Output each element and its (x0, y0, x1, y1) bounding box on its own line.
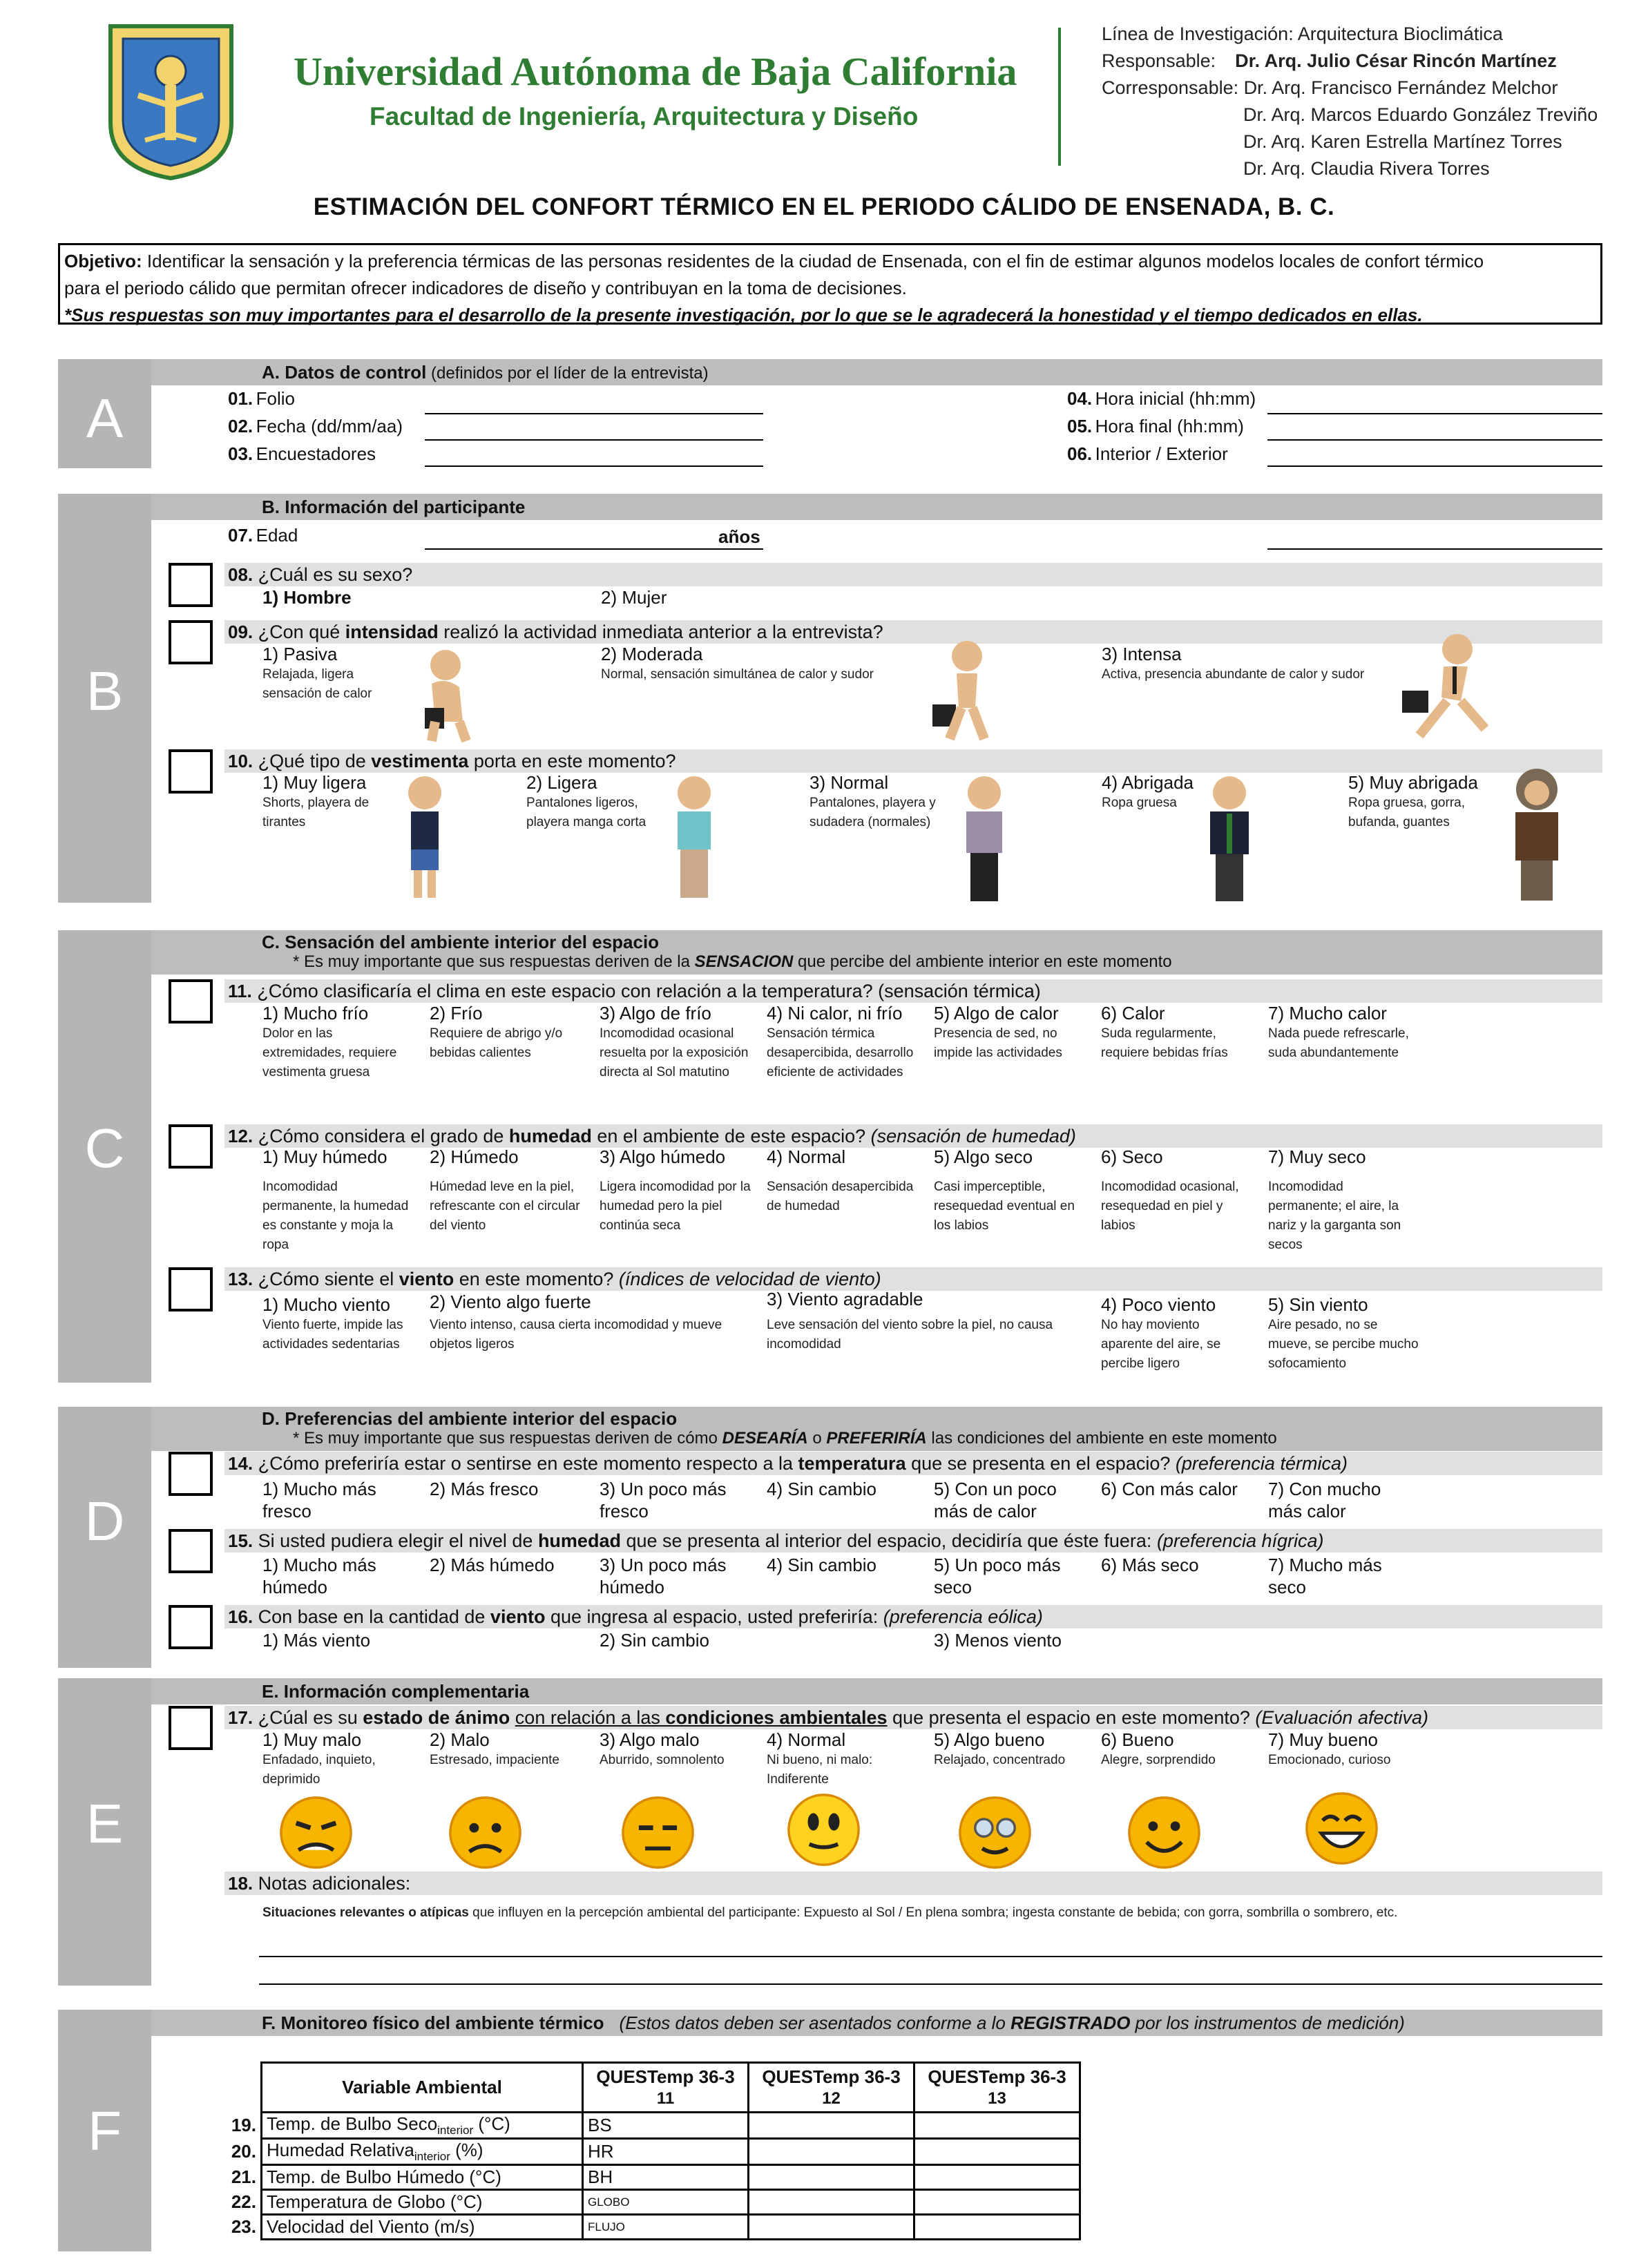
header-divider (1058, 28, 1061, 166)
age-input[interactable] (425, 548, 763, 550)
q17-checkbox[interactable] (169, 1706, 213, 1750)
laughing-face-icon (1302, 1789, 1381, 1872)
q15-bar: 15. Si usted pudiera elegir el nivel de humedad que se presenta al interior del espacio, decidiría que éste fuera: (preferencia hígrica) (224, 1529, 1602, 1553)
cell-input[interactable]: HR (583, 2139, 749, 2165)
q11-option-6[interactable]: 6) Calor Suda regularmente, requiere bebidas frías (1101, 1003, 1228, 1060)
q10-bar: 10. ¿Qué tipo de vestimenta porta en este momento? (224, 749, 1602, 773)
table-header-row (211, 2063, 1080, 2113)
table-row: 22. Temperatura de Globo (°C) GLOBO (211, 2190, 1080, 2215)
q10-option-1[interactable]: 1) Muy ligera Shorts, playera de tirantes (262, 772, 370, 829)
cell-input[interactable] (749, 2190, 914, 2215)
q15-option-7[interactable]: 7) Mucho más seco (1268, 1555, 1382, 1597)
section-a-header: A. Datos de control (definidos por el líder de la entrevista) (151, 359, 1602, 385)
section-a-sidebar: A (58, 359, 151, 468)
section-e-sidebar: E (58, 1678, 151, 1986)
q10-option-5[interactable]: 5) Muy abrigada Ropa gruesa, gorra, bufanda, guantes (1348, 772, 1478, 829)
q14-option-4[interactable]: 4) Sin cambio (767, 1479, 876, 1499)
q09-option-2[interactable]: 2) Moderada Normal, sensación simultánea de calor y sudor (601, 644, 874, 682)
q14-option-3[interactable]: 3) Un poco más fresco (600, 1479, 727, 1521)
row-label: Temp. de Bulbo Seco$_{interior}$ (°C) (262, 2113, 583, 2139)
row-label: Humedad Relativa$_{interior}$ (%) (262, 2139, 583, 2165)
q11-option-1[interactable]: 1) Mucho frío Dolor en las extremidades, requiere vestimenta gruesa (262, 1003, 397, 1079)
q17-option-1[interactable]: 1) Muy malo Enfadado, inquieto, deprimido (262, 1729, 376, 1787)
q08-checkbox[interactable] (169, 563, 213, 607)
walking-person-icon (919, 639, 1002, 746)
q11-option-4[interactable]: 4) Ni calor, ni frío Sensación térmica desapercibida, desarrollo eficiente de actividades (767, 1003, 914, 1079)
q09-option-3[interactable]: 3) Intensa Activa, presencia abundante de calor y sudor (1102, 644, 1365, 682)
q16-checkbox[interactable] (169, 1605, 213, 1649)
col-header-12: QUESTemp 36-3 12 (749, 2063, 914, 2113)
q09-bar: 09. ¿Con qué intensidad realizó la actividad inmediata anterior a la entrevista? (224, 620, 1602, 644)
q14-option-5[interactable]: 5) Con un poco más de calor (934, 1479, 1057, 1521)
q15-option-3[interactable]: 3) Un poco más húmedo (600, 1555, 727, 1597)
q14-option-6[interactable]: 6) Con más calor (1101, 1479, 1238, 1499)
q12-option-3[interactable]: 3) Algo húmedo Ligera incomodidad por la humedad pero la piel continúa seca (600, 1146, 751, 1233)
faculty-name: Facultad de Ingeniería, Arquitectura y Diseño (370, 102, 919, 131)
section-f-header: F. Monitoreo físico del ambiente térmico (Estos datos deben ser asentados conforme a lo REGISTRADO por los instrumentos de medición) (151, 2010, 1602, 2036)
q10-option-2[interactable]: 2) Ligera Pantalones ligeros, playera manga corta (526, 772, 646, 829)
row-label: Temperatura de Globo (°C) (262, 2190, 583, 2215)
row-label: Temp. de Bulbo Húmedo (°C) (262, 2165, 583, 2190)
section-d-sidebar: D (58, 1407, 151, 1668)
q08-bar: 08. ¿Cuál es su sexo? (224, 563, 1602, 586)
q11-bar: 11. ¿Cómo clasificaría el clima en este espacio con relación a la temperatura? (sensación térmica) (224, 979, 1602, 1003)
row-label: Velocidad del Viento (m/s) (262, 2215, 583, 2240)
section-c-sidebar: C (58, 930, 151, 1383)
q09-checkbox[interactable] (169, 620, 213, 664)
q13-option-5[interactable]: 5) Sin viento Aire pesado, no se mueve, se percibe mucho sofocamiento (1268, 1294, 1419, 1371)
q11-option-5[interactable]: 5) Algo de calor Presencia de sed, no impide las actividades (934, 1003, 1062, 1060)
field-end-time: 05. Hora final (hh:mm) (1067, 416, 1244, 436)
table-row: 19. Temp. de Bulbo Seco$_{interior}$ (°C) BS (211, 2113, 1080, 2139)
cell-input[interactable] (749, 2113, 914, 2139)
notes-line-2[interactable] (259, 1983, 1602, 1985)
q18-bar: 18. Notas adicionales: (224, 1872, 1602, 1895)
jacket-person-icon (1202, 773, 1257, 908)
q14-checkbox[interactable] (169, 1452, 213, 1496)
col-header-11: QUESTemp 36-3 11 (583, 2063, 749, 2113)
q15-option-2[interactable]: 2) Más húmedo (430, 1555, 555, 1575)
cell-input[interactable] (749, 2165, 914, 2190)
surveyors-input[interactable] (425, 465, 763, 467)
winter-coat-person-icon (1506, 765, 1568, 907)
section-e-header: E. Información complementaria (151, 1678, 1602, 1704)
end-time-input[interactable] (1267, 439, 1602, 441)
section-c-header: C. Sensación del ambiente interior del espacio * Es muy importante que sus respuestas deriven de la SENSACION que percibe del ambiente interior en este momento (151, 930, 1602, 974)
q15-option-5[interactable]: 5) Un poco más seco (934, 1555, 1061, 1597)
cell-input[interactable]: GLOBO (583, 2190, 749, 2215)
q15-checkbox[interactable] (169, 1529, 213, 1573)
field-interior-exterior: 06. Interior / Exterior (1067, 443, 1228, 464)
bored-face-icon (618, 1793, 698, 1876)
tshirt-person-icon (667, 773, 722, 908)
q14-option-1[interactable]: 1) Mucho más fresco (262, 1479, 376, 1521)
q12-option-6[interactable]: 6) Seco Incomodidad ocasional, resequedad en piel y labios (1101, 1146, 1239, 1233)
q13-checkbox[interactable] (169, 1267, 213, 1311)
q17-option-4[interactable]: 4) Normal Ni bueno, ni malo: Indiferente (767, 1729, 873, 1787)
q12-bar: 12. ¿Cómo considera el grado de humedad en el ambiente de este espacio? (sensación de humedad) (224, 1124, 1602, 1148)
q16-option-3[interactable]: 3) Menos viento (934, 1630, 1062, 1651)
responsible-name: Dr. Arq. Julio César Rincón Martínez (1235, 50, 1557, 71)
page-title: ESTIMACIÓN DEL CONFORT TÉRMICO EN EL PERIODO CÁLIDO DE ENSENADA, B. C. (313, 193, 1335, 220)
q11-option-3[interactable]: 3) Algo de frío Incomodidad ocasional resuelta por la exposición directa al Sol matutino (600, 1003, 749, 1079)
cell-input[interactable] (914, 2190, 1080, 2215)
q10-option-4[interactable]: 4) Abrigada Ropa gruesa (1102, 772, 1194, 810)
table-row: 23. Velocidad del Viento (m/s) FLUJO (211, 2215, 1080, 2240)
q11-checkbox[interactable] (169, 979, 213, 1024)
section-f-sidebar: F (58, 2010, 151, 2251)
q13-option-2[interactable]: 2) Viento algo fuerte Viento intenso, causa cierta incomodidad y mueve objetos ligeros (430, 1291, 722, 1352)
q14-option-7[interactable]: 7) Con mucho más calor (1268, 1479, 1381, 1521)
angry-face-icon (276, 1793, 356, 1876)
corresp-4: Dr. Arq. Claudia Rivera Torres (1243, 158, 1490, 179)
q07-age: 07. Edad (228, 525, 298, 546)
q12-checkbox[interactable] (169, 1124, 213, 1169)
q12-option-5[interactable]: 5) Algo seco Casi imperceptible, resequedad eventual en los labios (934, 1146, 1075, 1233)
q15-option-1[interactable]: 1) Mucho más húmedo (262, 1555, 376, 1597)
cell-input[interactable] (914, 2165, 1080, 2190)
cell-input[interactable]: FLUJO (583, 2215, 749, 2240)
q08-option-2[interactable]: 2) Mujer (601, 587, 667, 608)
hoodie-person-icon (957, 773, 1012, 908)
notes-line-1[interactable] (259, 1956, 1602, 1957)
age-unit: años (718, 526, 760, 547)
cell-input[interactable]: BS (583, 2113, 749, 2139)
q14-bar: 14. ¿Cómo preferiría estar o sentirse en este momento respecto a la temperatura que se presenta en el espacio? (preferencia térmica) (224, 1452, 1602, 1475)
corresp-row: Corresponsable: Dr. Arq. Francisco Fernández Melchor (1102, 77, 1558, 98)
q17-option-5[interactable]: 5) Algo bueno Relajado, concentrado (934, 1729, 1066, 1767)
university-seal (104, 19, 238, 182)
q13-bar: 13. ¿Cómo siente el viento en este momento? (índices de velocidad de viento) (224, 1267, 1602, 1291)
sitting-person-icon (404, 646, 487, 746)
q18-note: Situaciones relevantes o atípicas que influyen en la percepción ambiental del participante: Expuesto al Sol / En plena sombra; ingesta constante de bebida; con gorra, sombrilla o sombrero, etc. (262, 1905, 1398, 1920)
field-date: 02. Fecha (dd/mm/aa) (228, 416, 403, 436)
interior-exterior-input[interactable] (1267, 465, 1602, 467)
q17-bar: 17. ¿Cúal es su estado de ánimo con relación a las condiciones ambientales que presenta el espacio en este momento? (Evaluación afectiva) (224, 1706, 1602, 1729)
tank-top-person-icon (397, 773, 452, 908)
col-header-13: QUESTemp 36-3 13 (914, 2063, 1080, 2113)
section-b-header: B. Información del participante (151, 494, 1602, 520)
q15-option-6[interactable]: 6) Más seco (1101, 1555, 1199, 1575)
q12-option-2[interactable]: 2) Húmedo Húmedad leve en la piel, refrescante con el circular del viento (430, 1146, 580, 1233)
q12-option-1[interactable]: 1) Muy húmedo Incomodidad permanente, la humedad es constante y moja la ropa (262, 1146, 409, 1252)
field-folio: 01. Folio (228, 388, 295, 409)
q10-checkbox[interactable] (169, 749, 213, 794)
table-row: 21. Temp. de Bulbo Húmedo (°C) BH (211, 2165, 1080, 2190)
q15-option-4[interactable]: 4) Sin cambio (767, 1555, 876, 1575)
folio-input[interactable] (425, 413, 763, 414)
q13-option-1[interactable]: 1) Mucho viento Viento fuerte, impide las actividades sedentarias (262, 1294, 403, 1352)
cell-input[interactable]: BH (583, 2165, 749, 2190)
q16-option-2[interactable]: 2) Sin cambio (600, 1630, 709, 1651)
q17-option-2[interactable]: 2) Malo Estresado, impaciente (430, 1729, 559, 1767)
smiling-face-icon (1124, 1793, 1204, 1876)
q09-option-1[interactable]: 1) Pasiva Relajada, ligera sensación de calor (262, 644, 372, 701)
cell-input[interactable] (749, 2139, 914, 2165)
q13-option-4[interactable]: 4) Poco viento No hay moviento aparente del aire, se percibe ligero (1101, 1294, 1221, 1371)
start-time-input[interactable] (1267, 413, 1602, 414)
university-name: Universidad Autónoma de Baja California (294, 49, 1017, 94)
research-line: Línea de Investigación: Arquitectura Bioclimática (1102, 23, 1503, 44)
monitoring-table-wrap (211, 2062, 1081, 2240)
q13-option-3[interactable]: 3) Viento agradable Leve sensación del viento sobre la piel, no causa incomodidad (767, 1289, 1053, 1352)
cell-input[interactable] (914, 2113, 1080, 2139)
neutral-face-icon (784, 1790, 863, 1873)
corresp-3: Dr. Arq. Karen Estrella Martínez Torres (1243, 131, 1562, 152)
q17-option-7[interactable]: 7) Muy bueno Emocionado, curioso (1268, 1729, 1391, 1767)
age-extra-line[interactable] (1267, 548, 1602, 550)
section-b-sidebar: B (58, 494, 151, 903)
field-surveyors: 03. Encuestadores (228, 443, 376, 464)
cell-input[interactable] (914, 2139, 1080, 2165)
q08-option-1[interactable]: 1) Hombre (262, 587, 352, 608)
q11-option-7[interactable]: 7) Mucho calor Nada puede refrescarle, suda abundantemente (1268, 1003, 1409, 1060)
q16-bar: 16. Con base en la cantidad de viento que ingresa al espacio, usted preferiría: (preferencia eólica) (224, 1605, 1602, 1628)
research-meta (1102, 21, 1647, 182)
q17-option-6[interactable]: 6) Bueno Alegre, sorprendido (1101, 1729, 1216, 1767)
q14-option-2[interactable]: 2) Más fresco (430, 1479, 539, 1499)
running-person-icon (1392, 632, 1495, 746)
section-d-header: D. Preferencias del ambiente interior del espacio * Es muy importante que sus respuestas deriven de cómo DESEARÍA o PREFERIRÍA las condiciones del ambiente en este momento (151, 1407, 1602, 1451)
q17-option-3[interactable]: 3) Algo malo Aburrido, somnolento (600, 1729, 725, 1767)
q12-option-7[interactable]: 7) Muy seco Incomodidad permanente; el aire, la nariz y la garganta son secos (1268, 1146, 1401, 1252)
cell-input[interactable] (749, 2215, 914, 2240)
field-start-time: 04. Hora inicial (hh:mm) (1067, 388, 1256, 409)
q11-option-2[interactable]: 2) Frío Requiere de abrigo y/o bebidas calientes (430, 1003, 563, 1060)
q10-option-3[interactable]: 3) Normal Pantalones, playera y sudadera (normales) (809, 772, 936, 829)
monitoring-table (211, 2062, 1081, 2240)
nerd-face-icon (955, 1793, 1035, 1876)
frowning-face-icon (445, 1793, 525, 1876)
table-row: 20. Humedad Relativa$_{interior}$ (%) HR (211, 2139, 1080, 2165)
objective-box: Objetivo: Identificar la sensación y la preferencia térmicas de las personas residentes de la ciudad de Ensenada, con el fin de estimar algunos modelos locales de confort térmico para el periodo cálido que permitan ofrecer indicadores de diseño y contribuyan en la toma de decisiones. *Sus respuestas son muy importantes para el desarrollo de la presente investigación, por lo que se le agradecerá la honestidad y el tiempo dedicados en ellas. (58, 243, 1602, 325)
q12-option-4[interactable]: 4) Normal Sensación desapercibida de humedad (767, 1146, 914, 1213)
date-input[interactable] (425, 439, 763, 441)
responsible-row: Responsable: Dr. Arq. Julio César Rincón Martínez (1102, 50, 1557, 71)
cell-input[interactable] (914, 2215, 1080, 2240)
q16-option-1[interactable]: 1) Más viento (262, 1630, 371, 1651)
corresp-2: Dr. Arq. Marcos Eduardo González Treviño (1243, 104, 1598, 125)
variable-header: Variable Ambiental (262, 2063, 583, 2113)
